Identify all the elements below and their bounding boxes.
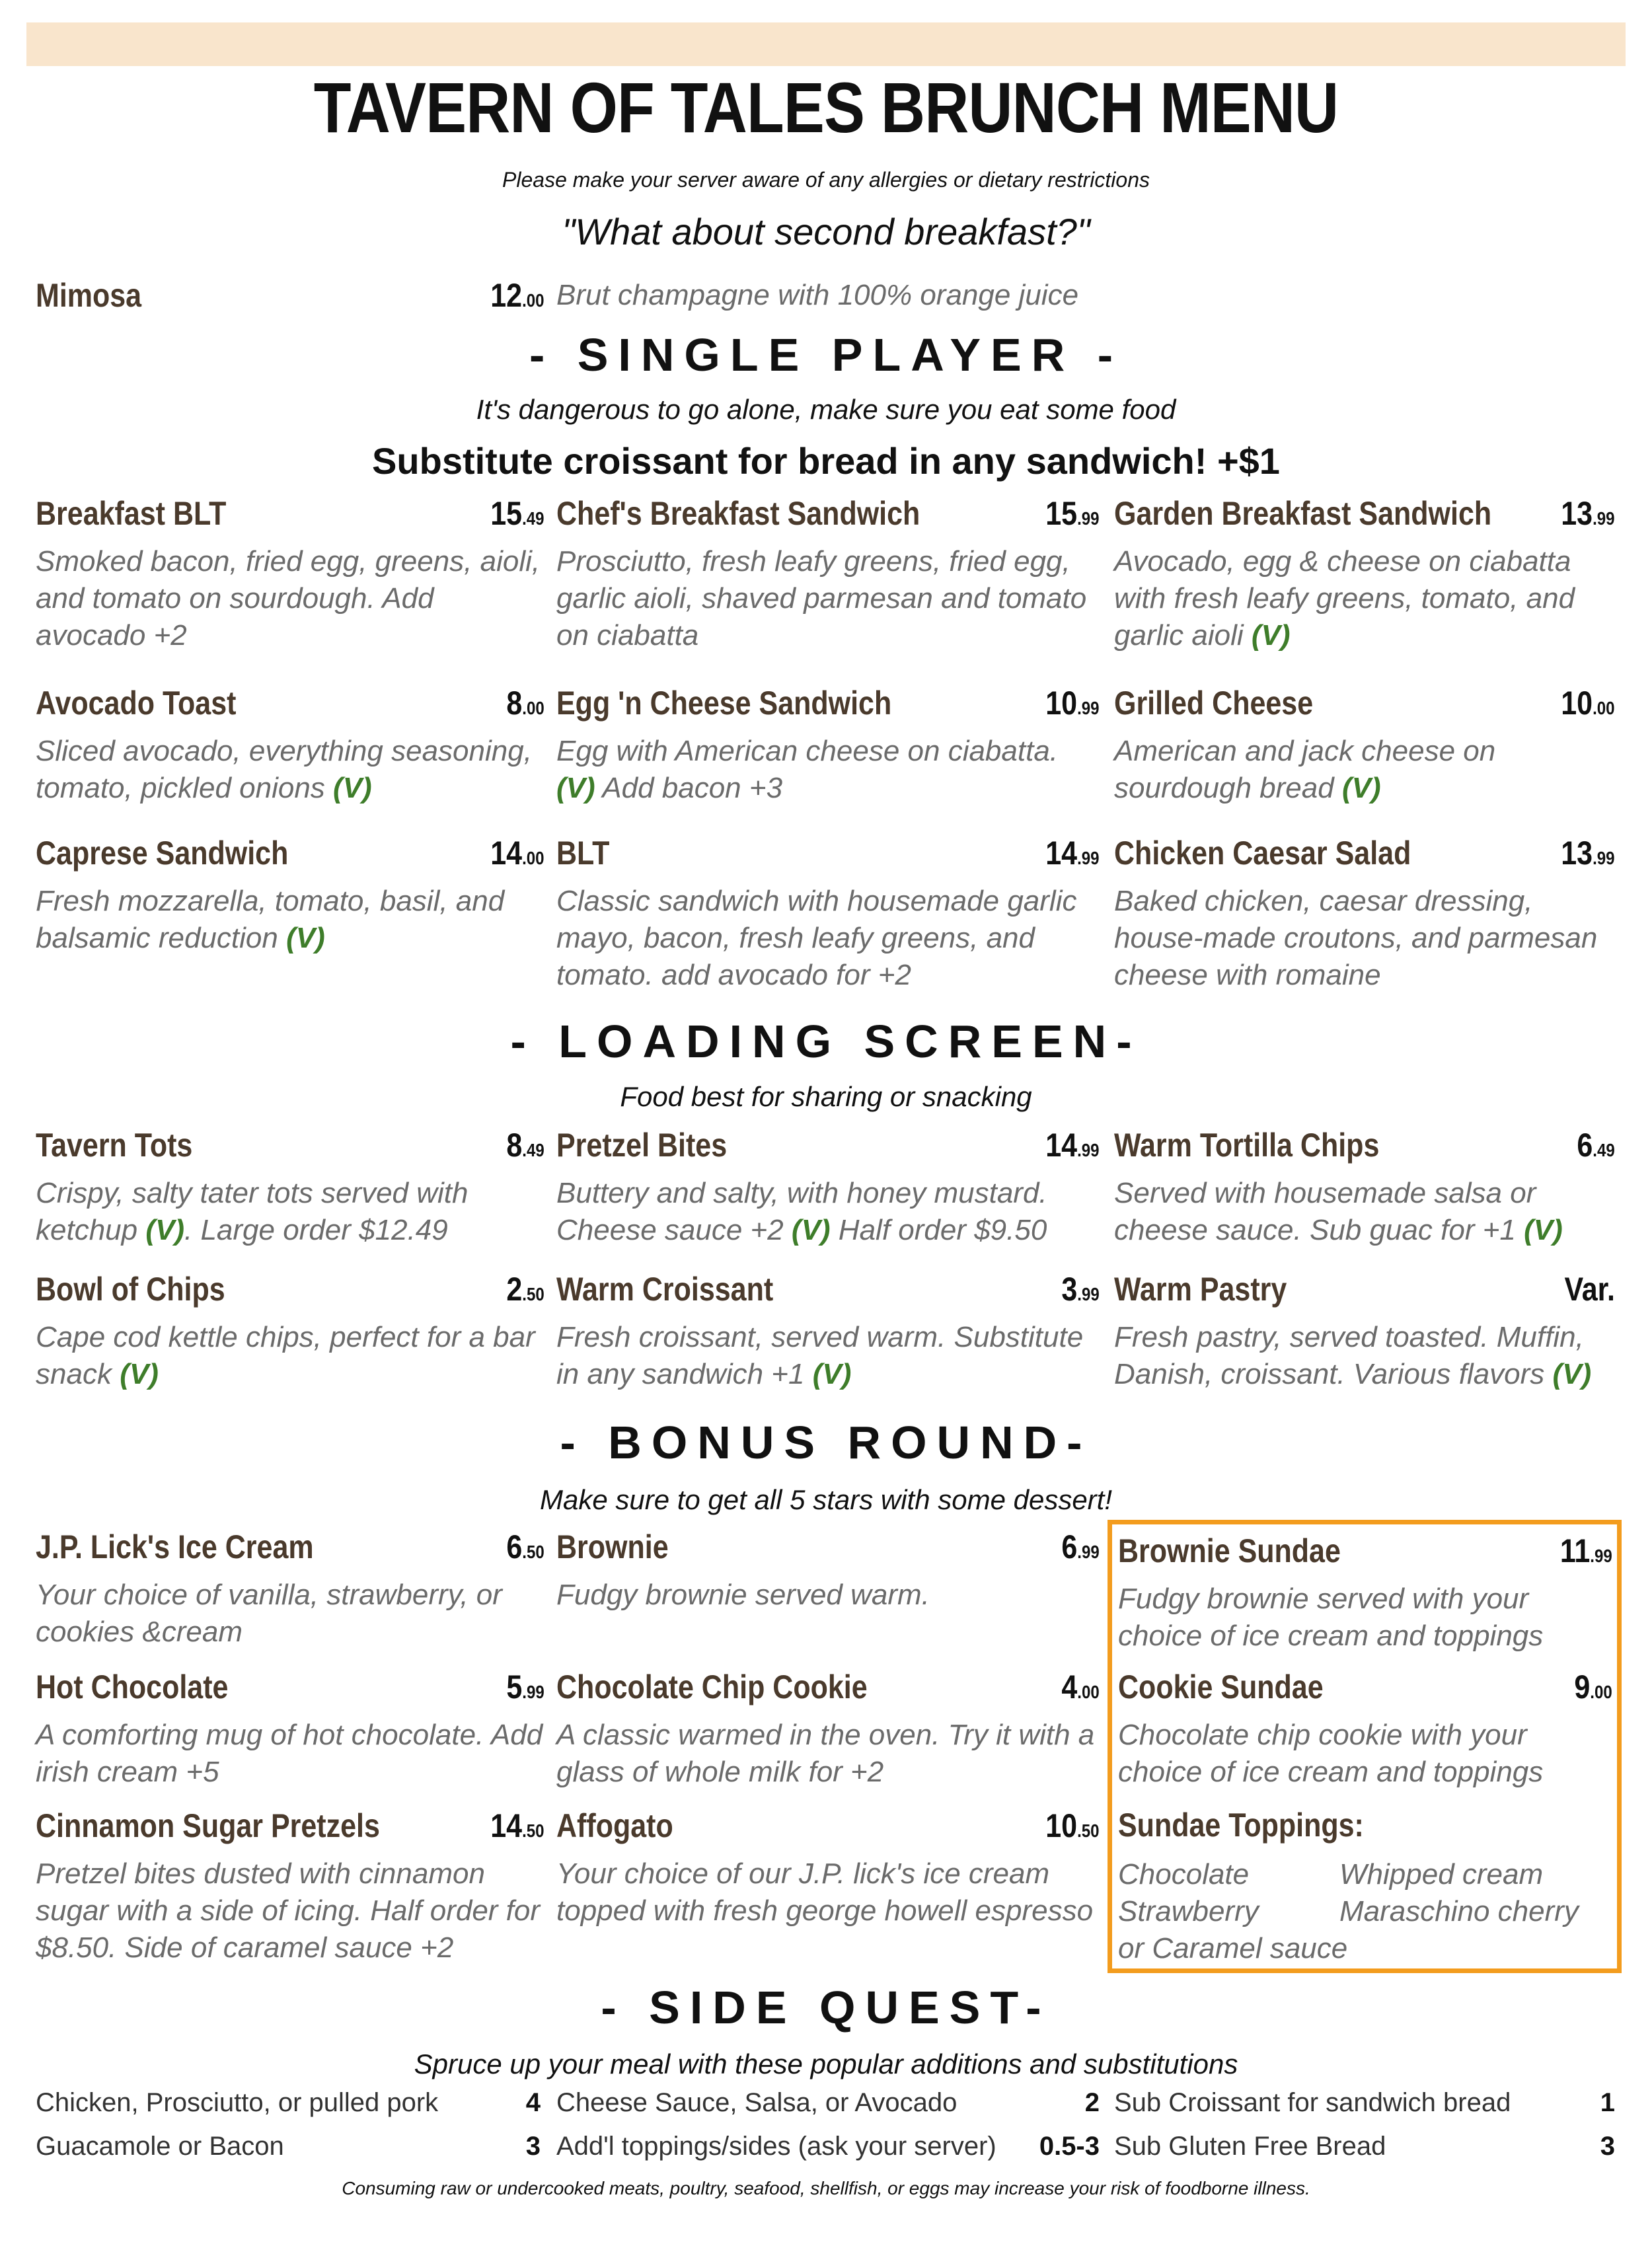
item-price: 14.99	[1045, 835, 1100, 872]
menu-item	[36, 1270, 544, 1429]
item-name: Brownie	[556, 1528, 669, 1565]
menu-item	[36, 1126, 544, 1285]
item-description: Pretzel bites dusted with cinnamon sugar with a side of icing. Half order for $8.50. Side of caramel sauce +2	[36, 1857, 541, 1964]
item-price: 3.99	[1061, 1271, 1100, 1308]
item-name: Grilled Cheese	[1114, 685, 1314, 722]
section-subtitle: It's dangerous to go alone, make sure you eat some food	[476, 394, 1176, 425]
menu-item	[1118, 1532, 1612, 1690]
menu-item	[556, 1528, 1100, 1686]
item-description: Served with housemade salsa or cheese sauce. Sub guac for +1 (V)	[1114, 1177, 1563, 1246]
menu-item	[556, 1126, 1100, 1285]
item-description: Baked chicken, caesar dressing, house-made croutons, and parmesan cheese with romaine	[1114, 885, 1598, 991]
item-price: 14.50	[490, 1807, 544, 1844]
menu-item	[556, 1270, 1100, 1429]
item-price: 6.49	[1577, 1127, 1615, 1164]
section-title-side-quest: - SIDE QUEST-	[601, 1982, 1051, 2033]
vegetarian-badge: (V)	[791, 1214, 831, 1246]
toppings-col-1	[1118, 1856, 1347, 1967]
item-price: Var.	[1564, 1271, 1615, 1308]
menu-item	[556, 494, 1100, 653]
header-band	[26, 22, 1626, 66]
item-description: Your choice of vanilla, strawberry, or cookies &cream	[36, 1579, 502, 1648]
topping: Whipped cream	[1339, 1858, 1544, 1891]
item-price: 14.99	[1045, 1127, 1100, 1164]
item-price: 4.00	[1061, 1668, 1100, 1705]
item-name: Cinnamon Sugar Pretzels	[36, 1807, 380, 1844]
menu-item	[556, 1807, 1100, 1965]
item-name: Warm Croissant	[556, 1271, 774, 1308]
item-price: 5.99	[506, 1668, 544, 1705]
item-description: Avocado, egg & cheese on ciabatta with fresh leafy greens, tomato, and garlic aioli (V)	[1114, 545, 1575, 652]
menu-quote: "What about second breakfast?"	[562, 211, 1090, 252]
item-description: Sliced avocado, everything seasoning, tomato, pickled onions (V)	[36, 735, 532, 804]
item-name: Caprese Sandwich	[36, 835, 289, 872]
item-name: J.P. Lick's Ice Cream	[36, 1528, 314, 1565]
item-name: Bowl of Chips	[36, 1271, 225, 1308]
item-description: Your choice of our J.P. lick's ice cream topped with fresh george howell espresso	[556, 1857, 1094, 1927]
menu-item	[36, 684, 544, 843]
item-price: 13.99	[1561, 835, 1615, 872]
section-subtitle: Food best for sharing or snacking	[620, 1081, 1032, 1112]
item-description: American and jack cheese on sourdough bread (V)	[1114, 735, 1496, 804]
item-price: 11.99	[1560, 1532, 1612, 1569]
menu-item	[36, 834, 544, 993]
item-description: Chocolate chip cookie with your choice of ice cream and toppings	[1118, 1719, 1544, 1788]
section-title-bonus-round: - BONUS ROUND-	[560, 1417, 1092, 1468]
sundae-toppings	[1118, 1806, 1607, 1965]
vegetarian-badge: (V)	[333, 772, 372, 804]
item-description: Cape cod kettle chips, perfect for a bar snack (V)	[36, 1321, 535, 1390]
vegetarian-badge: (V)	[556, 772, 595, 804]
item-name: Egg 'n Cheese Sandwich	[556, 685, 892, 722]
topping: Strawberry	[1118, 1895, 1259, 1928]
side-label: Guacamole or Bacon	[36, 2132, 284, 2161]
foodborne-warning: Consuming raw or undercooked meats, poultry, seafood, shellfish, or eggs may increase your risk of foodborne illness.	[342, 2178, 1310, 2198]
vegetarian-badge: (V)	[1524, 1214, 1563, 1246]
side-label: Sub Gluten Free Bread	[1114, 2132, 1386, 2161]
toppings-col-2	[1339, 1856, 1579, 1930]
item-price: 6.50	[506, 1528, 544, 1565]
vegetarian-badge: (V)	[1341, 772, 1381, 804]
section-title-loading-screen: - LOADING SCREEN-	[510, 1016, 1142, 1067]
menu-item	[36, 1528, 544, 1686]
menu-item	[1114, 494, 1615, 653]
menu-item	[36, 494, 544, 653]
menu-item	[1114, 834, 1615, 993]
vegetarian-badge: (V)	[145, 1214, 184, 1246]
item-price: 9.00	[1574, 1668, 1612, 1705]
item-price: 12.00	[490, 277, 544, 314]
item-name: Pretzel Bites	[556, 1127, 728, 1164]
item-name: Chicken Caesar Salad	[1114, 835, 1411, 872]
side-price: 2	[1084, 2088, 1100, 2117]
item-name: Mimosa	[36, 277, 142, 314]
item-price: 14.00	[490, 835, 544, 872]
item-description: Fudgy brownie served with your choice of ice cream and toppings	[1118, 1583, 1544, 1652]
section-subtitle: Make sure to get all 5 stars with some dessert!	[539, 1484, 1113, 1515]
menu-item-mimosa	[36, 276, 544, 322]
item-name: Chocolate Chip Cookie	[556, 1668, 868, 1705]
item-description: Classic sandwich with housemade garlic mayo, bacon, fresh leafy greens, and tomato. add avocado for +2	[556, 885, 1077, 991]
item-name: Brownie Sundae	[1118, 1532, 1341, 1569]
item-price: 10.50	[1045, 1807, 1100, 1844]
item-description: A comforting mug of hot chocolate. Add irish cream +5	[36, 1719, 543, 1788]
section-subtitle: Spruce up your meal with these popular additions and substitutions	[414, 2048, 1238, 2079]
item-price: 15.99	[1045, 495, 1100, 532]
item-price: 8.49	[506, 1127, 544, 1164]
item-name: Warm Tortilla Chips	[1114, 1127, 1380, 1164]
item-description: Fresh pastry, served toasted. Muffin, Danish, croissant. Various flavors (V)	[1114, 1321, 1592, 1390]
item-name: Breakfast BLT	[36, 495, 227, 532]
vegetarian-badge: (V)	[812, 1358, 852, 1390]
toppings-title: Sundae Toppings:	[1118, 1807, 1364, 1844]
side-price: 0.5-3	[1039, 2132, 1100, 2161]
vegetarian-badge: (V)	[286, 922, 325, 954]
item-name: Garden Breakfast Sandwich	[1114, 495, 1492, 532]
item-name: Avocado Toast	[36, 685, 237, 722]
item-price: 10.00	[1561, 685, 1615, 722]
side-label: Add'l toppings/sides (ask your server)	[556, 2132, 996, 2161]
item-description: Fresh mozzarella, tomato, basil, and balsamic reduction (V)	[36, 885, 505, 954]
menu-item	[1114, 1126, 1615, 1285]
substitute-note: Substitute croissant for bread in any sandwich! +$1	[372, 440, 1280, 482]
item-name: Tavern Tots	[36, 1127, 193, 1164]
item-description: Fudgy brownie served warm.	[556, 1579, 930, 1611]
topping: Maraschino cherry	[1339, 1895, 1579, 1928]
menu-item	[1114, 1270, 1615, 1429]
menu-item	[1114, 684, 1615, 843]
vegetarian-badge: (V)	[1552, 1358, 1592, 1390]
item-price: 2.50	[506, 1271, 544, 1308]
item-description: Brut champagne with 100% orange juice	[556, 279, 1079, 311]
topping: or Caramel sauce	[1118, 1932, 1348, 1965]
item-name: Chef's Breakfast Sandwich	[556, 495, 920, 532]
side-label: Chicken, Prosciutto, or pulled pork	[36, 2088, 439, 2117]
item-description: A classic warmed in the oven. Try it with a glass of whole milk for +2	[556, 1719, 1095, 1788]
item-description: Fresh croissant, served warm. Substitute in any sandwich +1 (V)	[556, 1321, 1084, 1390]
item-name: Cookie Sundae	[1118, 1668, 1324, 1705]
item-name: Warm Pastry	[1114, 1271, 1287, 1308]
item-name: Affogato	[556, 1807, 673, 1844]
side-label: Sub Croissant for sandwich bread	[1114, 2088, 1511, 2117]
section-title-single-player: - SINGLE PLAYER -	[529, 329, 1123, 381]
menu-item	[556, 684, 1100, 843]
item-description: Buttery and salty, with honey mustard. Cheese sauce +2 (V) Half order $9.50	[556, 1177, 1047, 1246]
item-description: Crispy, salty tater tots served with ketchup (V). Large order $12.49	[36, 1177, 469, 1246]
item-price: 13.99	[1561, 495, 1615, 532]
allergy-note: Please make your server aware of any allergies or dietary restrictions	[502, 168, 1150, 192]
side-price: 3	[525, 2132, 541, 2161]
item-description: Smoked bacon, fried egg, greens, aioli, and tomato on sourdough. Add avocado +2	[36, 545, 541, 652]
item-name: Hot Chocolate	[36, 1668, 229, 1705]
menu-title: TAVERN OF TALES BRUNCH MENU	[313, 67, 1339, 147]
menu-item	[36, 1668, 544, 1826]
menu-item	[36, 1807, 544, 1965]
item-description: Egg with American cheese on ciabatta. (V) Add bacon +3	[556, 735, 1059, 804]
item-price: 10.99	[1045, 685, 1100, 722]
menu-item	[1118, 1668, 1612, 1826]
item-price: 6.99	[1061, 1528, 1100, 1565]
menu-item	[556, 834, 1100, 993]
item-description: Prosciutto, fresh leafy greens, fried egg, garlic aioli, shaved parmesan and tomato on ciabatta	[556, 545, 1087, 652]
vegetarian-badge: (V)	[120, 1358, 159, 1390]
vegetarian-badge: (V)	[1251, 619, 1291, 652]
menu-item	[556, 1668, 1100, 1826]
side-label: Cheese Sauce, Salsa, or Avocado	[556, 2088, 957, 2117]
item-name: BLT	[556, 835, 610, 872]
side-price: 3	[1600, 2132, 1615, 2161]
item-price: 15.49	[490, 495, 544, 532]
item-price: 8.00	[506, 685, 544, 722]
side-price: 4	[525, 2088, 541, 2117]
topping: Chocolate	[1118, 1858, 1250, 1891]
side-price: 1	[1600, 2088, 1615, 2117]
